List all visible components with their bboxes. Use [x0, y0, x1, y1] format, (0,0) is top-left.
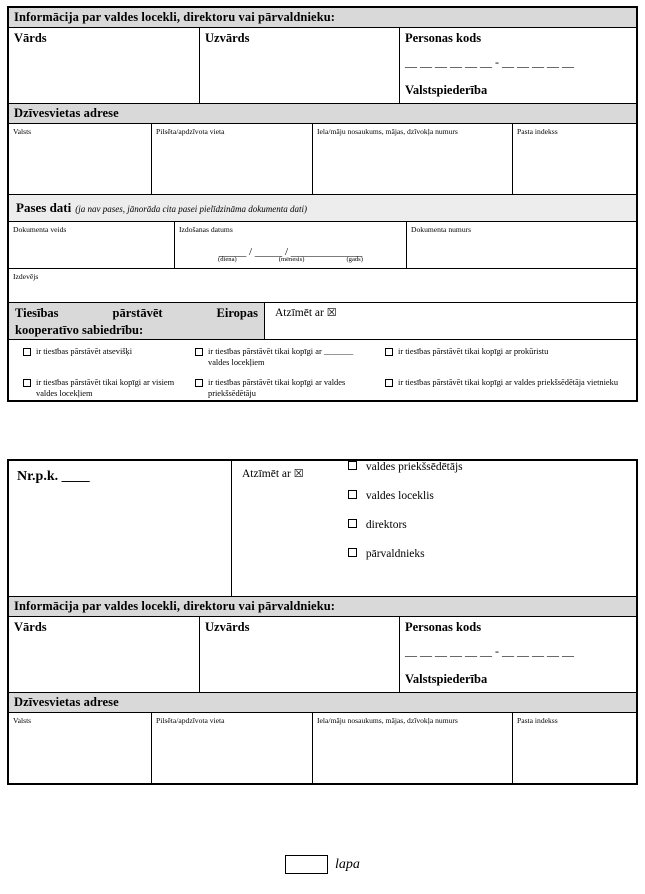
- role-selection: [231, 461, 636, 596]
- passport-title: Pases dati: [16, 200, 72, 215]
- checkbox-mark-icon: ☒: [293, 468, 304, 480]
- first-name-cell[interactable]: [9, 28, 199, 103]
- address-country-cell[interactable]: [9, 124, 151, 194]
- checkbox-icon[interactable]: [348, 461, 357, 470]
- passport-issuer-label: Izdevējs: [13, 272, 39, 281]
- checkbox-icon[interactable]: [385, 379, 393, 387]
- role-option-manager-label: pārvaldnieks: [365, 548, 425, 560]
- section-board-member-2: [7, 459, 638, 785]
- entry-number-row: [9, 461, 636, 596]
- page-number-input[interactable]: [285, 855, 328, 874]
- section1-address-row: [9, 124, 636, 194]
- address-city-cell[interactable]: [151, 124, 312, 194]
- rights-option-5-label: ir tiesības pārstāvēt tikai kopīgi ar valdes priekšsēdētāju: [208, 377, 346, 399]
- date-sub-year: (gads): [346, 256, 363, 264]
- checkbox-icon[interactable]: [23, 348, 31, 356]
- rights-title-c: Eiropas: [216, 306, 258, 320]
- checkbox-icon[interactable]: [348, 519, 357, 528]
- first-name-label-2: Vārds: [14, 620, 47, 634]
- rights-option-6[interactable]: [371, 377, 626, 400]
- role-option-member-label: valdes loceklis: [365, 490, 434, 502]
- rights-option-1[interactable]: [9, 346, 181, 369]
- date-sub-day: (diena): [218, 256, 237, 264]
- personal-code-label: Personas kods: [405, 31, 482, 45]
- entry-number-label: Nr.p.k. ____: [17, 469, 90, 484]
- address-zip-cell[interactable]: [512, 124, 636, 194]
- address-city-label-2: Pilsēta/apdzīvota vieta: [156, 716, 225, 725]
- passport-number-cell[interactable]: [406, 222, 636, 268]
- rights-option-6-label: ir tiesības pārstāvēt tikai kopīgi ar valdes priekšsēdētāja vietnieku: [398, 377, 619, 387]
- checkbox-icon[interactable]: [348, 548, 357, 557]
- address-country-cell-2[interactable]: [9, 713, 151, 783]
- passport-date-mask[interactable]: _____ / _____ / _____________: [218, 246, 363, 259]
- address-zip-label-2: Pasta indekss: [517, 716, 558, 725]
- personal-code-label-2: Personas kods: [405, 620, 482, 634]
- rights-mark-label: Atzīmēt ar: [275, 307, 324, 319]
- rights-option-5[interactable]: [181, 377, 371, 400]
- passport-note: (ja nav pases, jānorāda cita pasei pielīdzināma dokumenta dati): [75, 204, 307, 214]
- passport-date-sublabels: [175, 256, 406, 263]
- personal-code-cell[interactable]: [399, 28, 636, 103]
- address-zip-label: Pasta indekss: [517, 127, 558, 136]
- rights-title-a: Tiesības: [15, 306, 59, 320]
- address-street-cell[interactable]: [312, 124, 512, 194]
- role-option-director[interactable]: [348, 519, 636, 531]
- last-name-label: Uzvārds: [205, 31, 250, 45]
- address-country-label: Valsts: [13, 127, 32, 136]
- last-name-label-2: Uzvārds: [205, 620, 250, 634]
- address-zip-cell-2[interactable]: [512, 713, 636, 783]
- rights-title-line2: kooperatīvo sabiedrību:: [15, 322, 144, 337]
- checkbox-icon[interactable]: [348, 490, 357, 499]
- citizenship-label: Valstspiederība: [405, 83, 488, 97]
- address-street-label-2: Iela/māju nosaukums, mājas, dzīvokļa numurs: [317, 716, 458, 725]
- entry-number-field[interactable]: [9, 461, 231, 596]
- address-street-label: Iela/māju nosaukums, mājas, dzīvokļa numurs: [317, 127, 458, 136]
- rights-options-row-1: [9, 346, 636, 369]
- first-name-label: Vārds: [14, 31, 47, 45]
- last-name-cell[interactable]: [199, 28, 399, 103]
- date-sub-month: (mēnesis): [278, 256, 305, 264]
- passport-type-label: Dokumenta veids: [13, 225, 67, 234]
- section1-header: Informācija par valdes locekli, direktoru vai pārvaldnieku:: [9, 8, 636, 28]
- passport-number-label: Dokumenta numurs: [411, 225, 472, 234]
- checkbox-icon[interactable]: [195, 379, 203, 387]
- personal-code-mask-2[interactable]: __ __ __ __ __ __ - __ __ __ __ __: [405, 644, 574, 658]
- rights-title: [9, 303, 264, 339]
- rights-option-2-label: ir tiesības pārstāvēt tikai kopīgi ar _______ valdes locekļiem: [208, 347, 354, 368]
- footer: [0, 855, 645, 874]
- section-board-member-1: [7, 6, 638, 402]
- role-option-chairman-label: valdes priekšsēdētājs: [365, 461, 463, 473]
- passport-date-cell[interactable]: [174, 222, 406, 268]
- section2-header: Informācija par valdes locekli, direktoru vai pārvaldnieku:: [9, 596, 636, 617]
- rights-option-4[interactable]: [9, 377, 181, 400]
- rights-option-3-label: ir tiesības pārstāvēt tikai kopīgi ar prokūristu: [398, 347, 549, 356]
- role-list: [348, 461, 636, 560]
- rights-option-2[interactable]: [181, 346, 371, 369]
- passport-issuer-cell[interactable]: [9, 268, 636, 302]
- role-mark-label: Atzīmēt ar: [242, 468, 291, 480]
- rights-option-4-label: ir tiesības pārstāvēt tikai kopīgi ar visiem valdes locekļiem: [36, 377, 175, 399]
- passport-type-cell[interactable]: [9, 222, 174, 268]
- address-city-cell-2[interactable]: [151, 713, 312, 783]
- checkbox-icon[interactable]: [195, 348, 203, 356]
- rights-options: [9, 339, 636, 400]
- rights-header-row: [9, 302, 636, 339]
- passport-row: [9, 222, 636, 268]
- address-country-label-2: Valsts: [13, 716, 32, 725]
- personal-code-cell-2[interactable]: [399, 617, 636, 692]
- rights-option-3[interactable]: [371, 346, 626, 369]
- section2-address-header: Dzīvesvietas adrese: [9, 692, 636, 713]
- role-option-director-label: direktors: [365, 519, 407, 531]
- first-name-cell-2[interactable]: [9, 617, 199, 692]
- address-street-cell-2[interactable]: [312, 713, 512, 783]
- rights-options-row-2: [9, 377, 636, 400]
- rights-option-1-label: ir tiesības pārstāvēt atsevišķi: [36, 347, 133, 356]
- section2-address-row: [9, 713, 636, 783]
- passport-date-label: Izdošanas datums: [179, 225, 233, 234]
- section2-name-row: [9, 617, 636, 692]
- rights-title-b: pārstāvēt: [112, 306, 163, 320]
- checkbox-mark-icon: ☒: [326, 307, 337, 319]
- checkbox-icon[interactable]: [23, 379, 31, 387]
- role-option-manager[interactable]: [348, 548, 636, 560]
- role-option-chairman[interactable]: [348, 461, 636, 473]
- citizenship-label-2: Valstspiederība: [405, 672, 488, 686]
- role-option-member[interactable]: [348, 490, 636, 502]
- passport-header: [9, 194, 636, 222]
- last-name-cell-2[interactable]: [199, 617, 399, 692]
- personal-code-mask[interactable]: __ __ __ __ __ __ - __ __ __ __ __: [405, 55, 574, 69]
- section1-address-header: Dzīvesvietas adrese: [9, 103, 636, 124]
- section1-name-row: [9, 28, 636, 103]
- rights-mark-note: [264, 303, 636, 339]
- checkbox-icon[interactable]: [385, 348, 393, 356]
- address-city-label: Pilsēta/apdzīvota vieta: [156, 127, 225, 136]
- page-label: lapa: [335, 856, 360, 872]
